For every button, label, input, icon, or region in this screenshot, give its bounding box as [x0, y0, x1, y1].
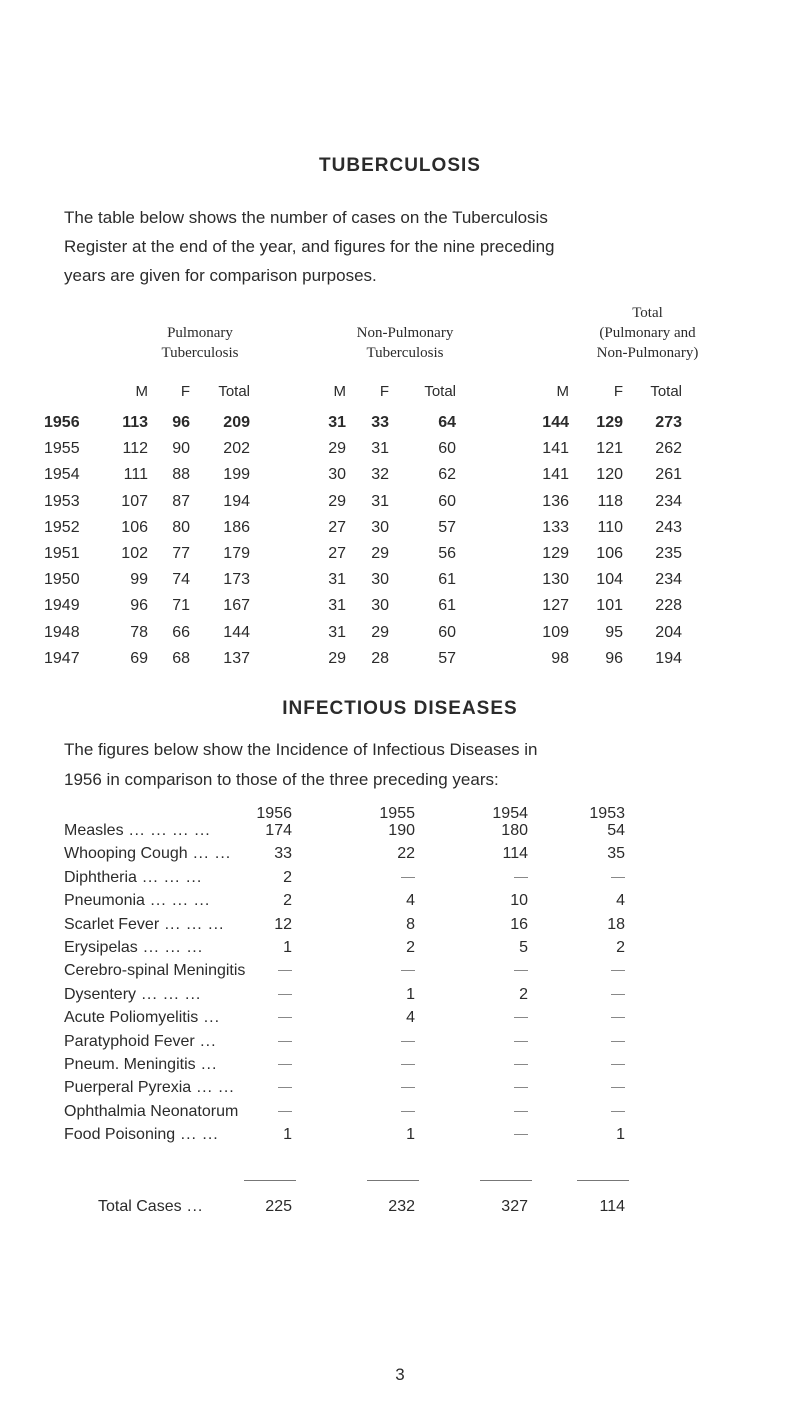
disease-cell — [565, 1033, 625, 1051]
disease-cell — [232, 1056, 292, 1074]
table-cell: 31 — [328, 624, 346, 641]
table-cell: 88 — [172, 466, 190, 483]
column-header: Total — [218, 383, 250, 400]
table-cell: 129 — [596, 414, 623, 431]
dash-mark — [514, 1087, 528, 1088]
disease-cell — [232, 1009, 292, 1027]
table-cell: 29 — [371, 545, 389, 562]
leader-dots: ... ... ... — [159, 916, 225, 933]
disease-cell — [565, 869, 625, 887]
disease-cell — [355, 1103, 415, 1121]
disease-cell — [232, 962, 292, 980]
row-year: 1948 — [44, 624, 80, 641]
table-cell: 87 — [172, 493, 190, 510]
disease-name: Pneum. Meningitis — [64, 1056, 196, 1073]
dash-mark — [401, 970, 415, 971]
table-cell: 99 — [130, 571, 148, 588]
table-cell: 199 — [223, 466, 250, 483]
dash-mark — [401, 1064, 415, 1065]
table-cell: 31 — [371, 440, 389, 457]
page-number: 3 — [395, 1365, 405, 1384]
dash-mark — [514, 877, 528, 878]
dash-mark — [278, 970, 292, 971]
table-cell: 104 — [596, 571, 623, 588]
disease-cell: 2 — [283, 892, 292, 909]
total-rule — [367, 1180, 419, 1181]
total-rule — [577, 1180, 629, 1181]
dash-mark — [401, 1111, 415, 1112]
disease-cell: 16 — [510, 916, 528, 933]
disease-label — [64, 1009, 220, 1027]
disease-label — [64, 916, 224, 934]
year-header: 1954 — [492, 805, 528, 822]
year-header: 1956 — [256, 805, 292, 822]
disease-cell — [355, 1079, 415, 1097]
total-cell: 327 — [501, 1198, 528, 1215]
column-header: Total — [424, 383, 456, 400]
table-cell: 77 — [172, 545, 190, 562]
disease-cell: 174 — [265, 822, 292, 839]
dash-mark — [401, 877, 415, 878]
table-cell: 102 — [121, 545, 148, 562]
dash-mark — [514, 1111, 528, 1112]
table-cell: 141 — [542, 440, 569, 457]
table-cell: 71 — [172, 597, 190, 614]
table-cell: 129 — [542, 545, 569, 562]
table-cell: 62 — [438, 466, 456, 483]
table-cell: 179 — [223, 545, 250, 562]
disease-cell: 2 — [406, 939, 415, 956]
table-cell: 133 — [542, 519, 569, 536]
table-cell: 243 — [655, 519, 682, 536]
leader-dots: ... — [181, 1198, 204, 1215]
disease-name: Pneumonia — [64, 892, 145, 909]
table-cell: 194 — [655, 650, 682, 667]
table-cell: 64 — [438, 414, 456, 431]
table-cell: 130 — [542, 571, 569, 588]
row-year: 1953 — [44, 493, 80, 510]
leader-dots: ... — [194, 1033, 217, 1050]
disease-label — [64, 869, 202, 887]
disease-name: Erysipelas — [64, 939, 138, 956]
total-cell: 232 — [388, 1198, 415, 1215]
column-header: F — [379, 383, 389, 400]
leader-dots: ... ... ... ... — [123, 822, 211, 839]
disease-cell: 54 — [607, 822, 625, 839]
table-cell: 30 — [371, 597, 389, 614]
disease-cell — [468, 1103, 528, 1121]
table-cell: 29 — [328, 493, 346, 510]
table-cell: 262 — [655, 440, 682, 457]
table-cell: 78 — [130, 624, 148, 641]
row-year: 1949 — [44, 597, 80, 614]
table-cell: 30 — [371, 571, 389, 588]
disease-label — [64, 1056, 217, 1074]
disease-cell — [355, 1033, 415, 1051]
table-cell: 127 — [542, 597, 569, 614]
table-cell: 60 — [438, 440, 456, 457]
disease-cell: 4 — [406, 1009, 415, 1026]
disease-label — [64, 1079, 235, 1097]
disease-cell — [232, 986, 292, 1004]
dash-mark — [278, 1111, 292, 1112]
column-header: M — [556, 383, 569, 400]
dash-mark — [611, 994, 625, 995]
disease-cell — [468, 1033, 528, 1051]
table-cell: 60 — [438, 624, 456, 641]
table-cell: 111 — [123, 466, 148, 483]
disease-cell — [355, 962, 415, 980]
disease-name: Whooping Cough — [64, 845, 188, 862]
disease-label — [64, 1033, 217, 1051]
disease-label — [64, 892, 210, 910]
table-cell: 101 — [596, 597, 623, 614]
disease-cell — [468, 962, 528, 980]
table-cell: 113 — [122, 414, 148, 431]
table-cell: 90 — [172, 440, 190, 457]
year-header: 1953 — [589, 805, 625, 822]
disease-cell — [468, 1056, 528, 1074]
disease-label — [64, 962, 245, 980]
table-cell: 144 — [542, 414, 569, 431]
dash-mark — [278, 994, 292, 995]
disease-cell — [232, 1033, 292, 1051]
disease-name: Cerebro-spinal Meningitis — [64, 962, 246, 979]
dash-mark — [611, 877, 625, 878]
total-cell: 114 — [599, 1198, 625, 1215]
row-year: 1954 — [44, 466, 80, 483]
row-year: 1956 — [44, 414, 80, 431]
table-cell: 30 — [371, 519, 389, 536]
table-cell: 209 — [223, 414, 250, 431]
dash-mark — [278, 1087, 292, 1088]
table-cell: 120 — [596, 466, 623, 483]
total-name: Total Cases — [98, 1198, 182, 1215]
table-cell: 136 — [542, 493, 569, 510]
table-cell: 106 — [596, 545, 623, 562]
table-cell: 61 — [438, 571, 456, 588]
disease-label — [64, 986, 201, 1004]
leader-dots: ... ... ... — [136, 986, 202, 1003]
table-cell: 202 — [223, 440, 250, 457]
disease-label — [64, 845, 231, 863]
leader-dots: ... ... ... — [137, 939, 204, 956]
disease-label — [64, 1103, 238, 1121]
disease-name: Dysentery — [64, 986, 137, 1003]
dash-mark — [514, 1064, 528, 1065]
leader-dots: ... ... ... — [144, 892, 211, 909]
table-cell: 56 — [438, 545, 456, 562]
leader-dots: ... ... — [175, 1126, 219, 1143]
disease-name: Ophthalmia Neonatorum — [64, 1103, 239, 1120]
disease-cell: 8 — [406, 916, 415, 933]
row-year: 1955 — [44, 440, 80, 457]
disease-cell — [565, 962, 625, 980]
total-cell: 225 — [265, 1198, 292, 1215]
table-cell: 27 — [328, 519, 346, 536]
table-cell: 235 — [655, 545, 682, 562]
dash-mark — [278, 1017, 292, 1018]
disease-name: Food Poisoning — [64, 1126, 176, 1143]
table-cell: 141 — [542, 466, 569, 483]
table-cell: 32 — [371, 466, 389, 483]
tuberculosis-intro-line-1: The table below shows the number of cases on the Tuberculosis — [64, 208, 548, 227]
disease-name: Paratyphoid Fever — [64, 1033, 195, 1050]
disease-name: Diphtheria — [64, 869, 137, 886]
disease-cell: 18 — [607, 916, 625, 933]
disease-cell — [232, 1103, 292, 1121]
table-cell: 33 — [371, 414, 389, 431]
table-cell: 110 — [597, 519, 623, 536]
row-year: 1947 — [44, 650, 80, 667]
disease-cell: 2 — [519, 986, 528, 1003]
table-cell: 228 — [655, 597, 682, 614]
disease-cell: 5 — [519, 939, 528, 956]
tuberculosis-intro-line-3: years are given for comparison purposes. — [64, 266, 377, 285]
table-cell: 74 — [172, 571, 190, 588]
disease-name: Measles — [64, 822, 124, 839]
leader-dots: ... — [195, 1056, 218, 1073]
disease-cell: 1 — [283, 1126, 292, 1143]
disease-cell: 180 — [501, 822, 528, 839]
column-header: F — [613, 383, 623, 400]
dash-mark — [514, 970, 528, 971]
table-cell: 96 — [130, 597, 148, 614]
dash-mark — [611, 1111, 625, 1112]
table-cell: 31 — [328, 414, 346, 431]
table-cell: 234 — [655, 571, 682, 588]
infectious-diseases-heading: INFECTIOUS DISEASES — [282, 698, 518, 719]
table-cell: 144 — [223, 624, 250, 641]
dash-mark — [611, 1017, 625, 1018]
dash-mark — [401, 1087, 415, 1088]
column-header: M — [135, 383, 148, 400]
disease-cell: 1 — [406, 986, 415, 1003]
disease-cell: 4 — [616, 892, 625, 909]
disease-cell — [468, 1126, 528, 1144]
disease-cell — [565, 986, 625, 1004]
disease-cell: 12 — [274, 916, 292, 933]
disease-cell — [565, 1103, 625, 1121]
table-cell: 61 — [438, 597, 456, 614]
infectious-intro-line-2: 1956 in comparison to those of the three preceding years: — [64, 770, 499, 789]
table-cell: 204 — [655, 624, 682, 641]
disease-cell — [565, 1079, 625, 1097]
leader-dots: ... ... — [191, 1079, 235, 1096]
table-cell: 234 — [655, 493, 682, 510]
infectious-intro-line-1: The figures below show the Incidence of Infectious Diseases in — [64, 740, 538, 759]
dash-mark — [401, 1041, 415, 1042]
disease-cell: 1 — [283, 939, 292, 956]
leader-dots: ... ... ... — [136, 869, 203, 886]
table-cell: 107 — [121, 493, 148, 510]
group-header-total: Total (Pulmonary and Non-Pulmonary) — [596, 305, 699, 361]
disease-cell: 190 — [388, 822, 415, 839]
dash-mark — [514, 1134, 528, 1135]
leader-dots: ... ... — [187, 845, 232, 862]
table-cell: 28 — [371, 650, 389, 667]
column-header: M — [333, 383, 346, 400]
table-cell: 57 — [438, 650, 456, 667]
disease-cell: 1 — [616, 1126, 625, 1143]
dash-mark — [514, 1041, 528, 1042]
table-cell: 29 — [328, 650, 346, 667]
group-header-non-pulmonary: Non-Pulmonary Tuberculosis — [356, 325, 454, 361]
total-rule — [480, 1180, 532, 1181]
disease-cell: 22 — [397, 845, 415, 862]
table-cell: 31 — [328, 597, 346, 614]
disease-label — [64, 1126, 219, 1144]
table-cell: 31 — [371, 493, 389, 510]
row-year: 1952 — [44, 519, 80, 536]
disease-cell: 35 — [607, 845, 625, 862]
table-cell: 194 — [223, 493, 250, 510]
table-cell: 27 — [328, 545, 346, 562]
dash-mark — [611, 1087, 625, 1088]
table-cell: 80 — [172, 519, 190, 536]
dash-mark — [278, 1064, 292, 1065]
table-cell: 68 — [172, 650, 190, 667]
table-cell: 31 — [328, 571, 346, 588]
disease-cell: 33 — [274, 845, 292, 862]
dash-mark — [278, 1041, 292, 1042]
disease-name: Scarlet Fever — [64, 916, 160, 933]
leader-dots: ... — [198, 1009, 221, 1026]
disease-name: Acute Poliomyelitis — [64, 1009, 199, 1026]
total-label — [98, 1198, 203, 1216]
table-cell: 29 — [328, 440, 346, 457]
disease-cell: 114 — [502, 845, 528, 862]
table-cell: 29 — [371, 624, 389, 641]
row-year: 1950 — [44, 571, 80, 588]
tuberculosis-intro-line-2: Register at the end of the year, and figures for the nine preceding — [64, 237, 555, 256]
table-cell: 69 — [130, 650, 148, 667]
table-cell: 137 — [223, 650, 250, 667]
total-rule — [244, 1180, 296, 1181]
row-year: 1951 — [44, 545, 80, 562]
table-cell: 121 — [596, 440, 623, 457]
table-cell: 109 — [542, 624, 569, 641]
table-cell: 118 — [597, 493, 623, 510]
group-header-pulmonary: Pulmonary Tuberculosis — [161, 325, 239, 361]
disease-cell — [355, 1056, 415, 1074]
table-cell: 186 — [223, 519, 250, 536]
column-header: Total — [650, 383, 682, 400]
disease-cell: 1 — [406, 1126, 415, 1143]
disease-label — [64, 822, 211, 840]
table-cell: 106 — [121, 519, 148, 536]
disease-cell: 2 — [616, 939, 625, 956]
table-cell: 167 — [223, 597, 250, 614]
table-cell: 98 — [551, 650, 569, 667]
table-cell: 30 — [328, 466, 346, 483]
disease-cell — [468, 1009, 528, 1027]
disease-cell: 4 — [406, 892, 415, 909]
disease-cell: 2 — [283, 869, 292, 886]
dash-mark — [514, 1017, 528, 1018]
dash-mark — [611, 1041, 625, 1042]
disease-cell — [355, 869, 415, 887]
table-cell: 173 — [223, 571, 250, 588]
disease-name: Puerperal Pyrexia — [64, 1079, 192, 1096]
table-cell: 112 — [122, 440, 148, 457]
table-cell: 96 — [605, 650, 623, 667]
table-cell: 96 — [172, 414, 190, 431]
disease-cell — [468, 1079, 528, 1097]
table-cell: 273 — [655, 414, 682, 431]
table-cell: 66 — [172, 624, 190, 641]
table-cell: 60 — [438, 493, 456, 510]
disease-cell: 10 — [510, 892, 528, 909]
disease-cell — [468, 869, 528, 887]
dash-mark — [611, 970, 625, 971]
table-cell: 261 — [655, 466, 682, 483]
disease-cell — [232, 1079, 292, 1097]
dash-mark — [611, 1064, 625, 1065]
disease-cell — [565, 1056, 625, 1074]
tuberculosis-heading: TUBERCULOSIS — [319, 155, 481, 176]
year-header: 1955 — [379, 805, 415, 822]
disease-cell — [565, 1009, 625, 1027]
column-header: F — [180, 383, 190, 400]
table-cell: 57 — [438, 519, 456, 536]
disease-label — [64, 939, 203, 957]
table-cell: 95 — [605, 624, 623, 641]
